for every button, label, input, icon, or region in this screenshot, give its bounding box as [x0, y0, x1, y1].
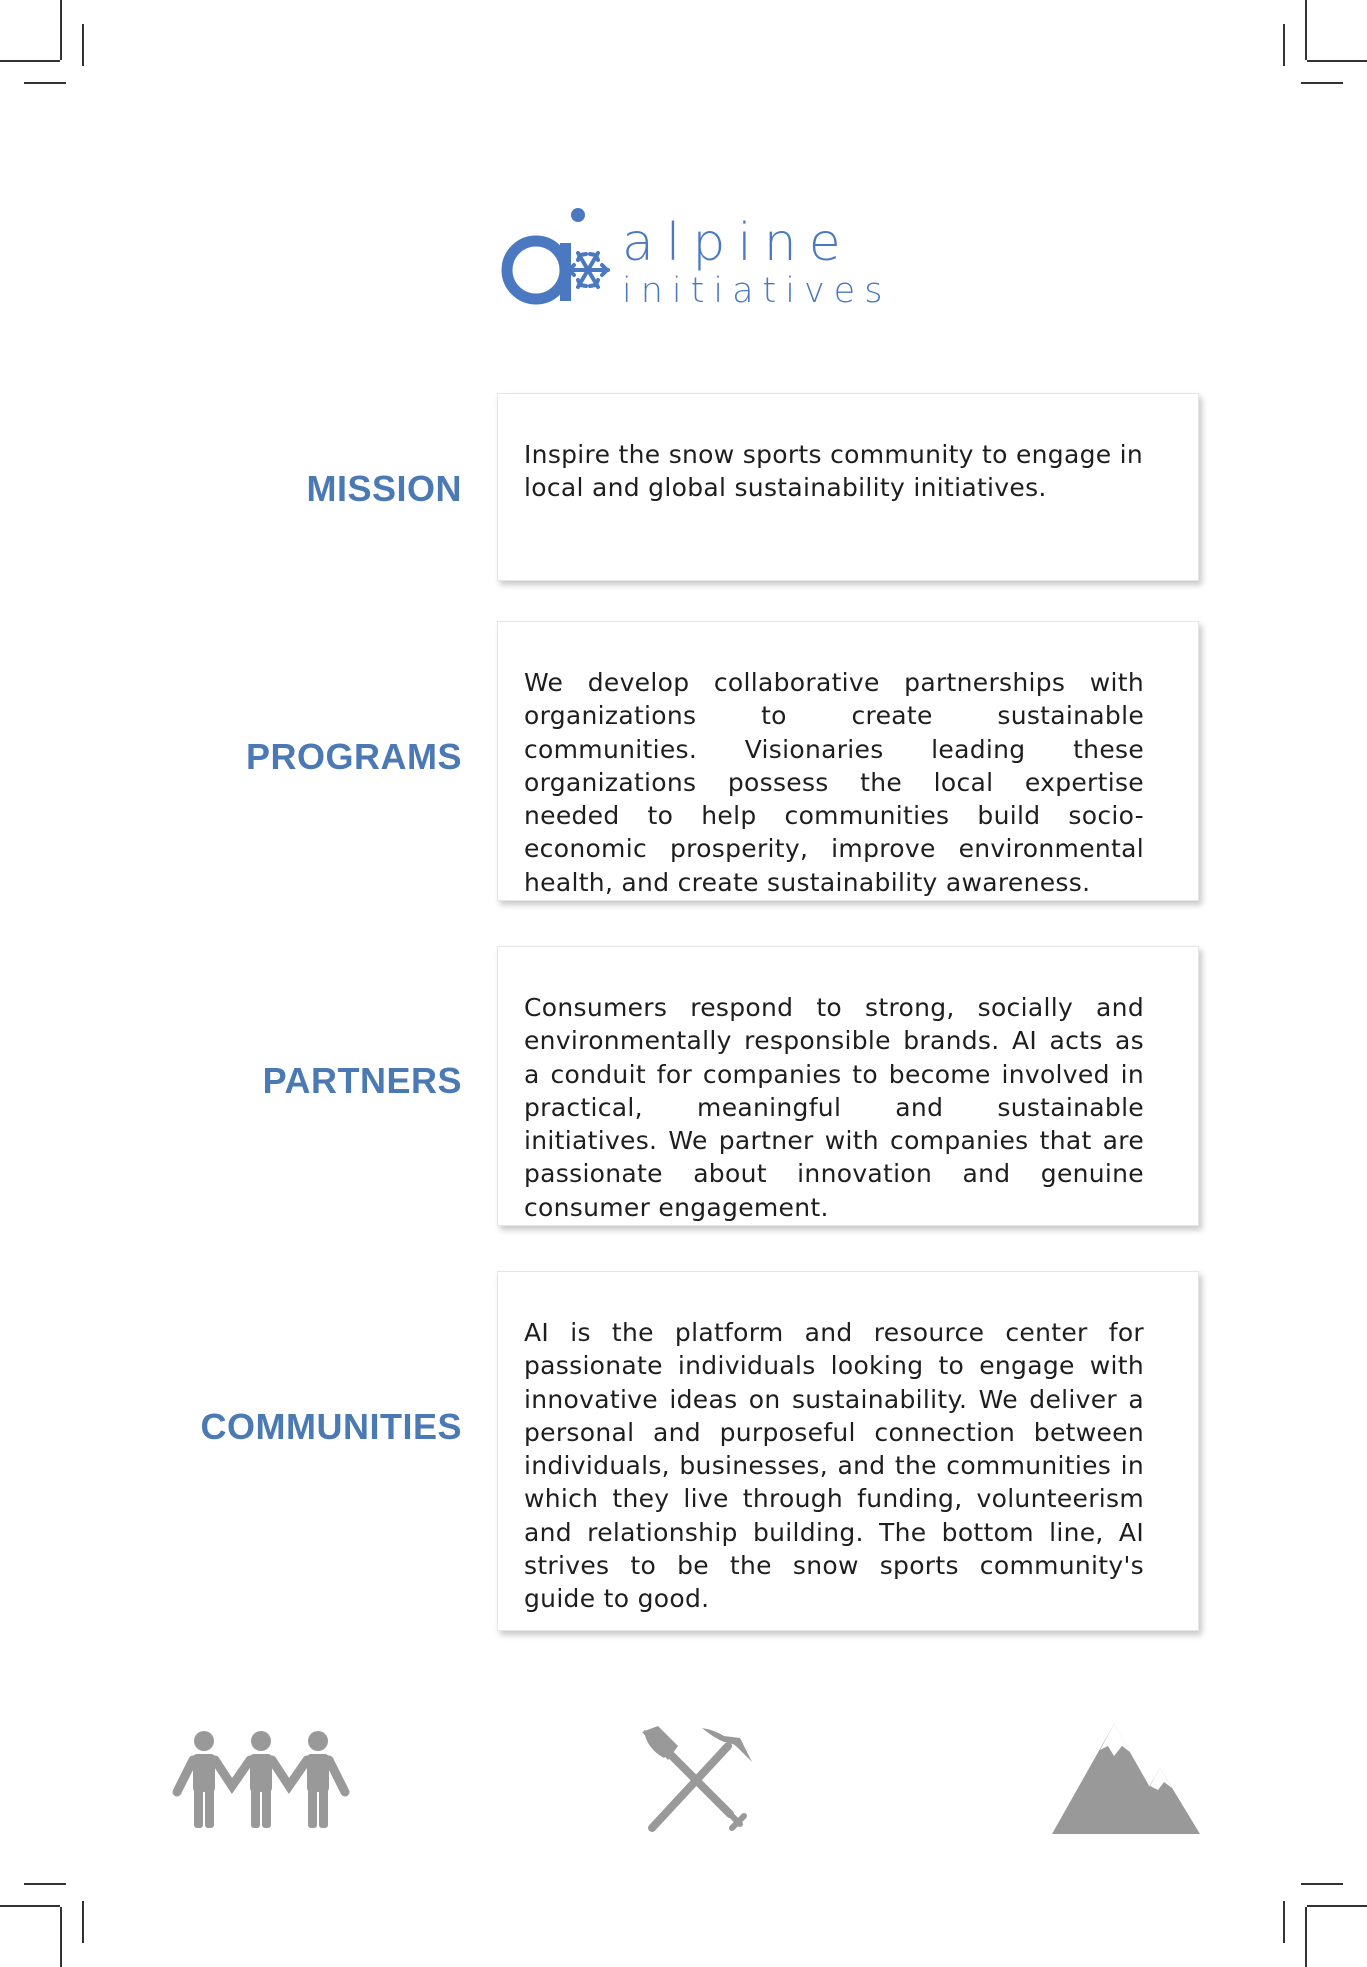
section-text-mission: Inspire the snow sports community to engage in local and global sustainability initiatives.	[524, 440, 1144, 503]
people-group-icon	[172, 1730, 350, 1828]
section-text-partners: Consumers respond to strong, socially and environmentally responsible brands. AI acts as a conduit for companies to become involved in practical, meaningful and sustainable initiatives. We partner with companies that are passionate about innovation and genuine consumer engagement.	[524, 993, 1144, 1222]
crop-mark	[0, 60, 60, 62]
section-text-communities: AI is the platform and resource center for passionate individuals looking to engage with innovative ideas on sustainability. We deliver a personal and purposeful connection between individuals, businesses, and the communities in which they live through funding, volunteerism and relationship building. The bottom line, AI strives to be the snow sports community's guide to good.	[524, 1318, 1144, 1614]
crop-mark	[82, 24, 84, 66]
crop-mark	[1305, 1907, 1307, 1967]
crop-mark	[60, 0, 62, 60]
section-text-programs: We develop collaborative partnerships with organizations to create sustainable communities. Visionaries leading these organizations possess the local expertise needed to help communities build socio-economic prosperity, improve environmental health, and create sustainability awareness.	[524, 668, 1144, 897]
logo-word-initiatives: initiatives	[622, 271, 892, 311]
section-label-communities: COMMUNITIES	[200, 1406, 462, 1447]
crop-mark	[1307, 60, 1367, 62]
crop-mark	[82, 1901, 84, 1943]
section-card-programs	[497, 621, 1199, 901]
crop-mark	[0, 1905, 60, 1907]
logo-mark-icon	[498, 205, 622, 315]
crop-mark	[1283, 24, 1285, 66]
section-label-mission: MISSION	[306, 468, 462, 509]
crop-mark	[60, 1907, 62, 1967]
crop-mark	[1301, 1883, 1343, 1885]
shovel-pickaxe-icon	[640, 1724, 762, 1836]
section-label-programs: PROGRAMS	[245, 736, 462, 777]
crop-mark	[24, 82, 66, 84]
crop-mark	[1307, 1905, 1367, 1907]
logo-word-alpine: alpine	[622, 213, 853, 273]
mountain-icon	[1052, 1724, 1200, 1834]
crop-mark	[1305, 0, 1307, 60]
alpine-initiatives-logo	[498, 205, 892, 315]
crop-mark	[24, 1883, 66, 1885]
section-card-mission	[497, 393, 1199, 581]
crop-mark	[1301, 82, 1343, 84]
section-card-communities	[497, 1271, 1199, 1631]
section-label-partners: PARTNERS	[262, 1060, 462, 1101]
section-card-partners	[497, 946, 1199, 1226]
crop-mark	[1283, 1901, 1285, 1943]
